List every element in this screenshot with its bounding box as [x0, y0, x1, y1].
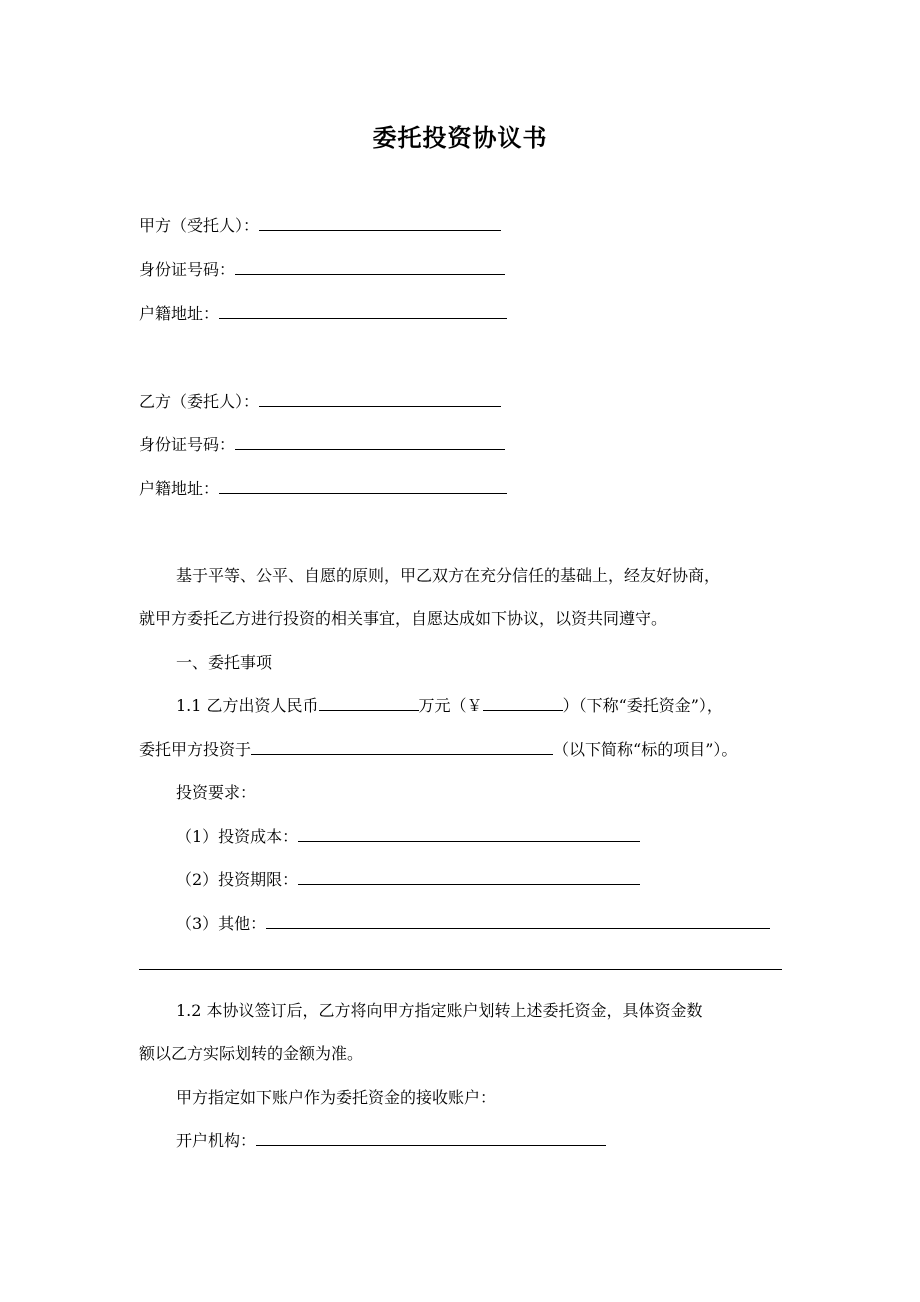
- party-a-name-row: [139, 214, 501, 238]
- party-b-id-row: [139, 433, 505, 457]
- requirement-other-label: （3）其他：: [176, 914, 267, 933]
- party-a-address-label: 户籍地址：: [139, 304, 220, 323]
- requirements-heading: 投资要求：: [176, 783, 257, 802]
- requirement-term-label: （2）投资期限：: [176, 870, 299, 889]
- account-intro: 甲方指定如下账户作为委托资金的接收账户：: [176, 1088, 497, 1107]
- party-a-id-label: 身份证号码：: [139, 260, 236, 279]
- party-a-id-row: [139, 258, 505, 282]
- requirement-term-blank: [298, 868, 640, 885]
- party-b-name-blank: [259, 390, 501, 407]
- party-a-address-row: [139, 302, 507, 326]
- party-b-name-row: [139, 390, 501, 414]
- section-1-heading: 一、委托事项: [176, 653, 273, 672]
- party-a-name-blank: [259, 214, 501, 231]
- document-title: 委托投资协议书: [372, 123, 548, 152]
- bank-row: [176, 1129, 606, 1153]
- party-a-name-label: 甲方（受托人）：: [139, 216, 260, 235]
- party-b-address-blank: [219, 477, 507, 494]
- requirement-other-blank: [266, 912, 770, 929]
- party-b-id-blank: [235, 433, 505, 450]
- clause-1-2-line-1: 1.2 本协议签订后，乙方将向甲方指定账户划转上述委托资金，具体资金数: [176, 1001, 703, 1020]
- clause-1-1-text-e: （以下简称“标的项目”）。: [553, 740, 738, 759]
- amount-wan-blank: [319, 694, 419, 711]
- party-b-address-label: 户籍地址：: [139, 479, 220, 498]
- bank-label: 开户机构：: [176, 1131, 257, 1150]
- requirement-cost-blank: [298, 825, 640, 842]
- preamble-line-2: 就甲方委托乙方进行投资的相关事宜，自愿达成如下协议，以资共同遵守。: [139, 609, 668, 628]
- amount-yuan-blank: [483, 694, 563, 711]
- clause-1-1-text-c: ）（下称“委托资金”），: [562, 696, 723, 715]
- requirement-term-row: [176, 868, 640, 892]
- preamble-line-1: 基于平等、公平、自愿的原则，甲乙双方在充分信任的基础上，经友好协商，: [176, 566, 721, 585]
- clause-1-1-text-d: 委托甲方投资于: [139, 740, 252, 759]
- party-a-id-blank: [235, 258, 505, 275]
- party-b-address-row: [139, 477, 507, 501]
- clause-1-1-text-b: 万元（￥: [418, 696, 483, 715]
- requirement-other-row: [176, 912, 770, 936]
- clause-1-2-line-2: 额以乙方实际划转的金额为准。: [139, 1044, 364, 1063]
- bank-blank: [256, 1129, 606, 1146]
- clause-1-1-line-2: [139, 738, 737, 762]
- clause-1-1-text-a: 1.1 乙方出资人民币: [176, 696, 319, 715]
- requirement-other-continuation-line: [139, 969, 782, 970]
- requirement-cost-row: [176, 825, 640, 849]
- party-a-address-blank: [219, 302, 507, 319]
- clause-1-1-line-1: [176, 694, 723, 718]
- party-b-id-label: 身份证号码：: [139, 435, 236, 454]
- requirement-cost-label: （1）投资成本：: [176, 827, 299, 846]
- target-project-blank: [251, 738, 553, 755]
- party-b-name-label: 乙方（委托人）：: [139, 392, 260, 411]
